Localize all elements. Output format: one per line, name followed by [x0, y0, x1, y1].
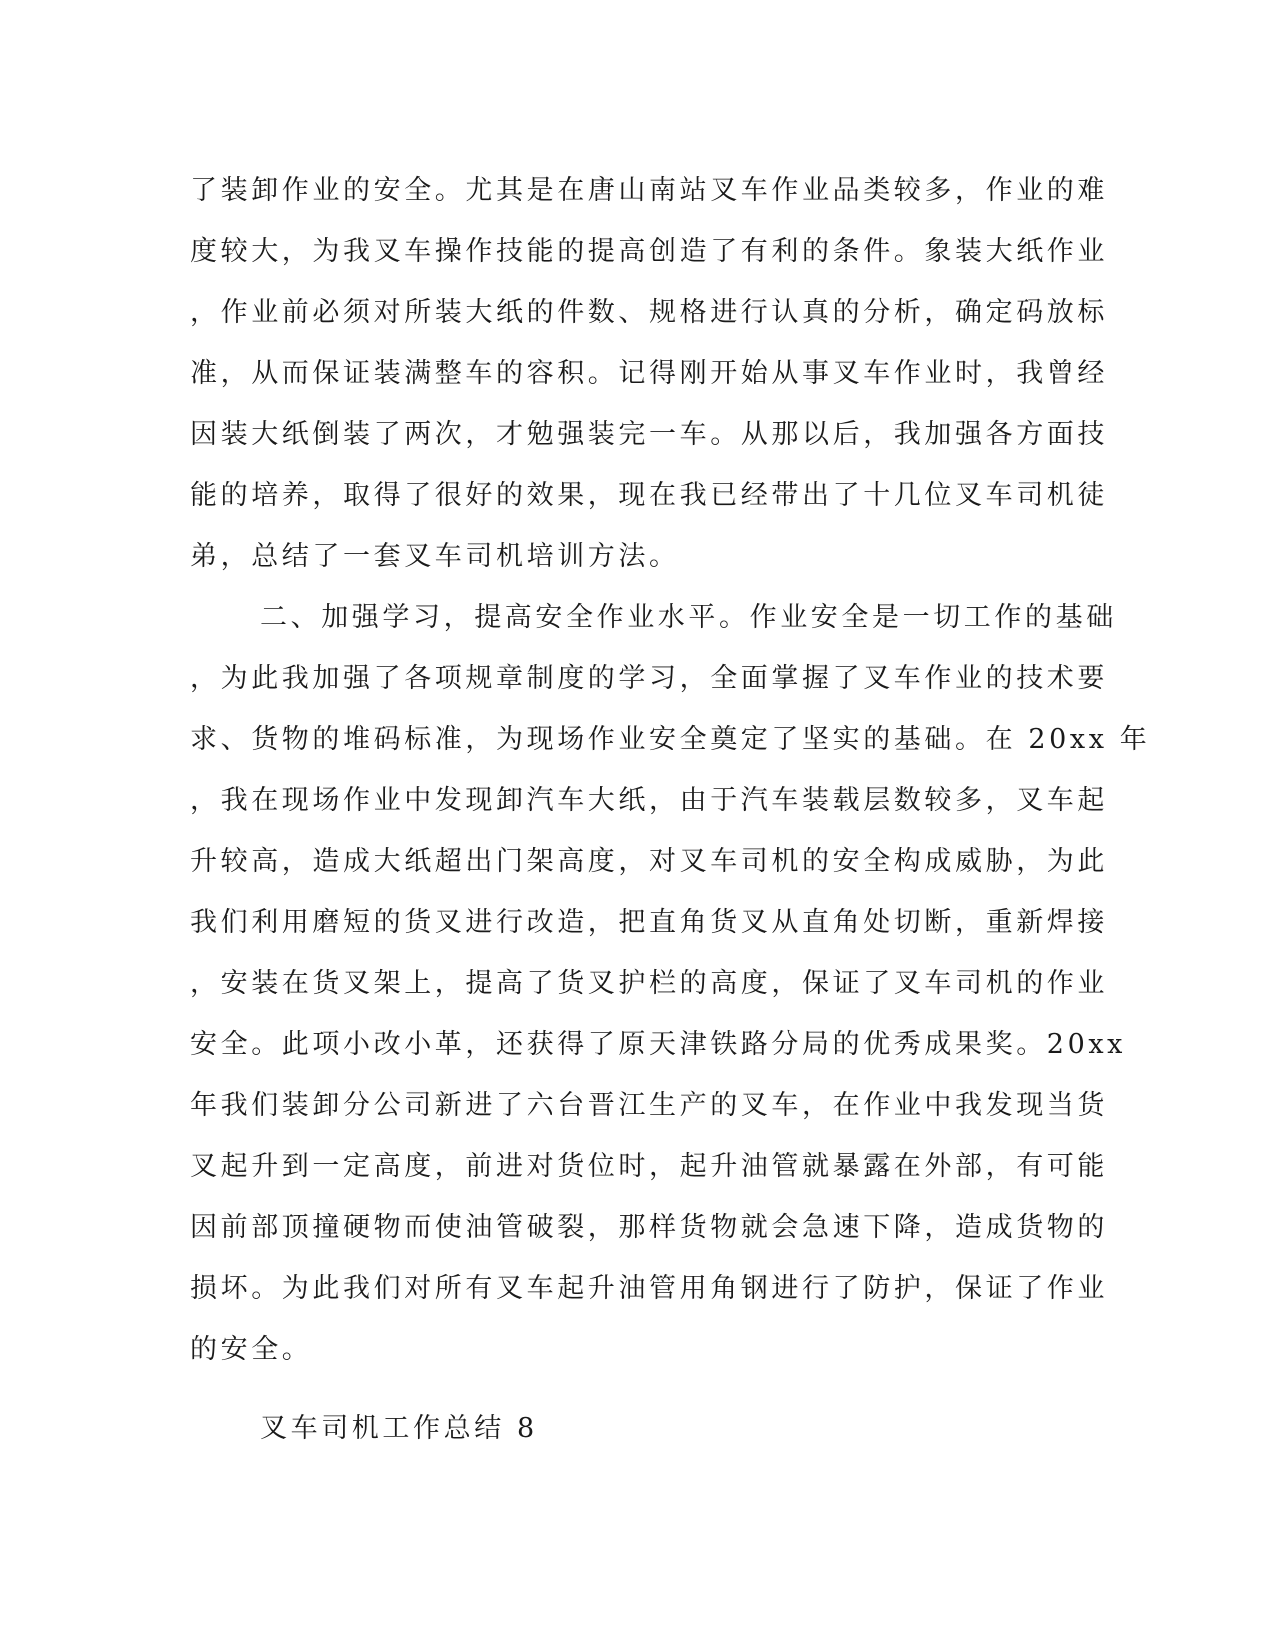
paragraph-2 [190, 587, 1151, 1380]
text-line: 我们利用磨短的货叉进行改造，把直角货叉从直角处切断，重新焊接 [190, 907, 1108, 938]
text-line: 能的培养，取得了很好的效果，现在我已经带出了十几位叉车司机徒 [190, 480, 1108, 511]
text-line: 因装大纸倒装了两次，才勉强装完一车。从那以后，我加强各方面技 [190, 419, 1108, 450]
text-line: 度较大，为我叉车操作技能的提高创造了有利的条件。象装大纸作业 [190, 236, 1108, 267]
text-line: 因前部顶撞硬物而使油管破裂，那样货物就会急速下降，造成货物的 [190, 1212, 1108, 1243]
text-line: 的安全。 [190, 1334, 313, 1365]
document-body [190, 160, 1151, 1459]
paragraph-gap [190, 1380, 1090, 1398]
text-line: 了装卸作业的安全。尤其是在唐山南站叉车作业品类较多，作业的难 [190, 175, 1108, 206]
text-line: 二、加强学习，提高安全作业水平。作业安全是一切工作的基础 [260, 602, 1117, 633]
text-line: ，为此我加强了各项规章制度的学习，全面掌握了叉车作业的技术要 [190, 663, 1108, 694]
text-line: 升较高，造成大纸超出门架高度，对叉车司机的安全构成威胁，为此 [190, 846, 1108, 877]
text-line: 损坏。为此我们对所有叉车起升油管用角钢进行了防护，保证了作业 [190, 1273, 1108, 1304]
paragraph-1 [190, 160, 1108, 587]
text-line: 准，从而保证装满整车的容积。记得刚开始从事叉车作业时，我曾经 [190, 358, 1108, 389]
text-line: 求、货物的堆码标准，为现场作业安全奠定了坚实的基础。在 20xx 年 [190, 724, 1151, 755]
text-line: 叉起升到一定高度，前进对货位时，起升油管就暴露在外部，有可能 [190, 1151, 1108, 1182]
text-line: ，安装在货叉架上，提高了货叉护栏的高度，保证了叉车司机的作业 [190, 968, 1108, 999]
text-line: ，作业前必须对所装大纸的件数、规格进行认真的分析，确定码放标 [190, 297, 1108, 328]
section-heading: 叉车司机工作总结 8 [260, 1413, 538, 1444]
text-line: 弟，总结了一套叉车司机培训方法。 [190, 541, 680, 572]
text-line: ，我在现场作业中发现卸汽车大纸，由于汽车装载层数较多，叉车起 [190, 785, 1108, 816]
text-line: 安全。此项小改小革，还获得了原天津铁路分局的优秀成果奖。20xx [190, 1029, 1127, 1060]
text-line: 年我们装卸分公司新进了六台晋江生产的叉车，在作业中我发现当货 [190, 1090, 1108, 1121]
